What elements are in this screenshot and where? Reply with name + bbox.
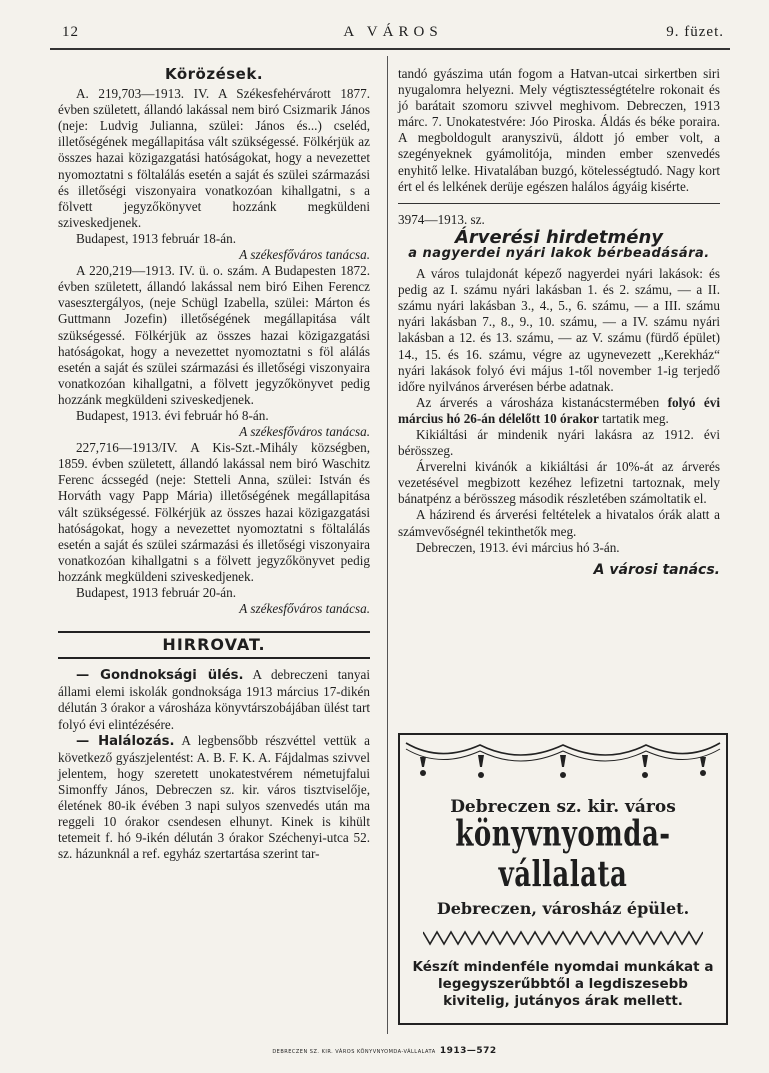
ad-line-2: könyvnyomda-vállalata <box>455 814 671 896</box>
gondnoksagi-item <box>58 667 370 732</box>
ad-line-1: Debreczen sz. kir. város <box>450 797 676 817</box>
arveres-signer: A városi tanács. <box>593 561 720 578</box>
footer-number: 1913—572 <box>439 1046 497 1056</box>
halalozas-label: — Halálozás. <box>76 733 175 749</box>
page-number: 12 <box>62 24 79 40</box>
arveres-para-1: A város tulajdonát képező nagyerdei nyári lakások: és pedig az I. számu nyári lakásban 1. és 2. számu, — a II. számu nyári lakásban 3., 4., 5., 6. számu, — a III. számu nyári lakásban 7., 8., 9., 10. számu, — a IV. számu nyári lakásban a 12. és 13. számu, — az V. számu (fürdő épület) 14., 15. és 16. számu, végre az ugynevezett „Kerekház“ nyári lakások folyó évi május 1-től november 1-ig terjedő időre nyilvános árverésen bérbe adatnak. <box>398 266 720 394</box>
lamp-ornament-icon <box>400 735 726 787</box>
notice-2-signature: A székesfőváros tanácsa. <box>239 424 370 440</box>
zigzag-ornament-icon <box>423 930 703 946</box>
footer-printer: DEBRECZEN SZ. KIR. VÁROS KÖNYVNYOMDA-VÁLLALATA <box>272 1049 436 1055</box>
arveres-para-2 <box>398 395 720 427</box>
hirrovat-heading: HIRROVAT. <box>162 635 266 655</box>
notice-1: A. 219,703—1913. IV. A Székesfehérvárott 1877. évben született, állandó lakással nem biró Csizmarik János (neje: Ludvig Julianna, szülei: János és...) cseléd, illetőségének megállapitása vált szükségessé. Fölkérjük az összes hazai közigazgatási hatóságokat, hogy a nevezettet nyomoztatni s föltalálás esetén a saját és szülei származási és illetőségi viszonyaira vonatkozóan kihallgatni, s a fölvett jegyzőkönyvet hozzánk megküldeni sziveskedjenek. <box>58 86 370 230</box>
arveres-para-3: Kikiáltási ár mindenik nyári lakásra az 1912. évi bérösszeg. <box>398 426 720 459</box>
journal-title: A VÁROS <box>343 24 443 40</box>
left-column <box>58 66 370 862</box>
ad-line-4: Készít mindenféle nyomdai munkákat a legegyszerűbbtől a legdiszesebb kivitelig, jutányos árak mellett. <box>412 959 714 1009</box>
korozesek-heading: Körözések. <box>164 65 264 83</box>
arveres-para-2-pre: Az árverés a városháza kistanácstermében <box>416 394 668 410</box>
right-column <box>398 66 720 578</box>
column-divider <box>387 56 388 1034</box>
printer-footer <box>0 1046 769 1056</box>
notice-1-place: Budapest, 1913 február 18-án. <box>76 230 237 246</box>
gondnoksagi-label: — Gondnoksági ülés. <box>76 668 244 684</box>
arveres-para-5: A házirend és árverési feltételek a hivatalos órák alatt a számvevőségnél tekinthetők meg. <box>398 507 720 539</box>
halalozas-text: A legbensőbb részvéttel vettük a következő gyászjelentést: A. B. F. K. A. Fájdalmas szivvel jelentem, hogy szeretett unokatestvérem németujfalui Simonffy János, Debreczen sz. kir. város tisztviselője, életének 80-ik évében 3 napi sulyos szenvedés után ma reggeli 10 órakor csendesen elhunyt. Kinek is kihült tetemeit f. hó 9-ikén délután 3 órakor Széchenyi-utca 52. sz. házunknál a ref. egyház szertartása szerint tar- <box>58 732 370 862</box>
ad-text <box>410 789 716 1013</box>
hirrovat-box <box>58 631 370 659</box>
arveres-date-bold: folyó évi március hó 26-án délelőtt 10 órakor <box>398 394 720 426</box>
notice-2: A 220,219—1913. IV. ü. o. szám. A Budapesten 1872. évben született, állandó lakással nem biró Eihen Ferencz vasesztergályos, (neje Schügl Izabella, szülei: Márton és Guttmann Jozefin) illetőségének megállapitása vált szükségessé. Fölkérjük az összes hazai közigazgatási hatóságokat, hogy a nevezettet nyomoztatni s föl alálás esetén a saját és szülei származási és illetőségi viszonyaira vonatkozóan kihallgatni, a fölvett jegyzőkönyvet pedig hozzánk megküldeni sziveskedjenek. <box>58 263 370 407</box>
arveres-heading: Árverési hirdetmény <box>454 226 664 248</box>
notice-3-place: Budapest, 1913 február 20-án. <box>76 585 237 600</box>
gondnoksagi-text: A debreczeni tanyai állami elemi iskolák gondnoksága 1913 március 17-dikén délután 3 órakor a városháza könyvtárszobájában ülést tart folyó évi elintézésére. <box>58 667 370 732</box>
printing-house-ad <box>398 733 728 1025</box>
arveres-para-2-post: tartatik meg. <box>598 410 669 426</box>
section-rule <box>398 203 720 204</box>
notice-1-signature: A székesfőváros tanácsa. <box>239 247 370 263</box>
arveres-place-date: Debreczen, 1913. évi március hó 3-án. <box>416 539 620 555</box>
header-rule <box>50 48 730 50</box>
ad-line-3: Debreczen, városház épület. <box>436 899 690 918</box>
arveres-subheading: a nagyerdei nyári lakok bérbeadására. <box>408 245 710 261</box>
notice-3-signature: A székesfőváros tanácsa. <box>239 601 370 617</box>
arveres-para-4: Árverelni kivánók a kikiáltási ár 10%-át az árverés vezetésével megbizott kezéhez lefizetni tartoznak, mely bánatpénz a bérösszeg második részletében számoltatik el. <box>398 459 720 507</box>
notice-2-place: Budapest, 1913. évi február hó 8-án. <box>76 407 269 423</box>
page-header <box>62 24 724 46</box>
arveres-reference: 3974—1913. sz. <box>398 211 485 227</box>
notice-3: 227,716—1913/IV. A Kis-Szt.-Mihály községben, 1859. évben született, állandó lakással nem biró Waschitz Ferenc ácssegéd (neje: Stetteli Anna, szülei: István és Horváth vagy Papp Mária) illetőségének megállapitása vált szükségessé. Fölkérjük az összes hazai közigazgatási hatóságokat, hogy a nevezettet nyomoztatni s föltalálás esetén a saját és szülei származási és illetőségi viszonyaira vonatkozóan kihallgatni s a fölvett jegyzőkönyvet pedig hozzánk megküldeni sziveskedjenek. <box>58 440 370 584</box>
issue-number: 9. füzet. <box>666 24 724 40</box>
halalozas-continuation: tandó gyászima után fogom a Hatvan-utcai sirkertben siri nyugalomra helyezni. Mely végtisztességtételre rokonait és jó barátait szomoru szivvel meghivom. Debreczen, 1913 márc. 7. Unokatestvére: Jóo Piroska. Áldás és béke poraira. A megboldogult aranyszivü, áldott jó ember volt, a szegényeknek gyámolitója, minden ember szenvedés enyhitő lelke. Hivatalában buzgó, kötelességtudó. Nagy kort ért el és lelkének derüje egészen halálos ágyáig kisérte. <box>398 66 720 194</box>
halalozas-item <box>58 733 370 863</box>
